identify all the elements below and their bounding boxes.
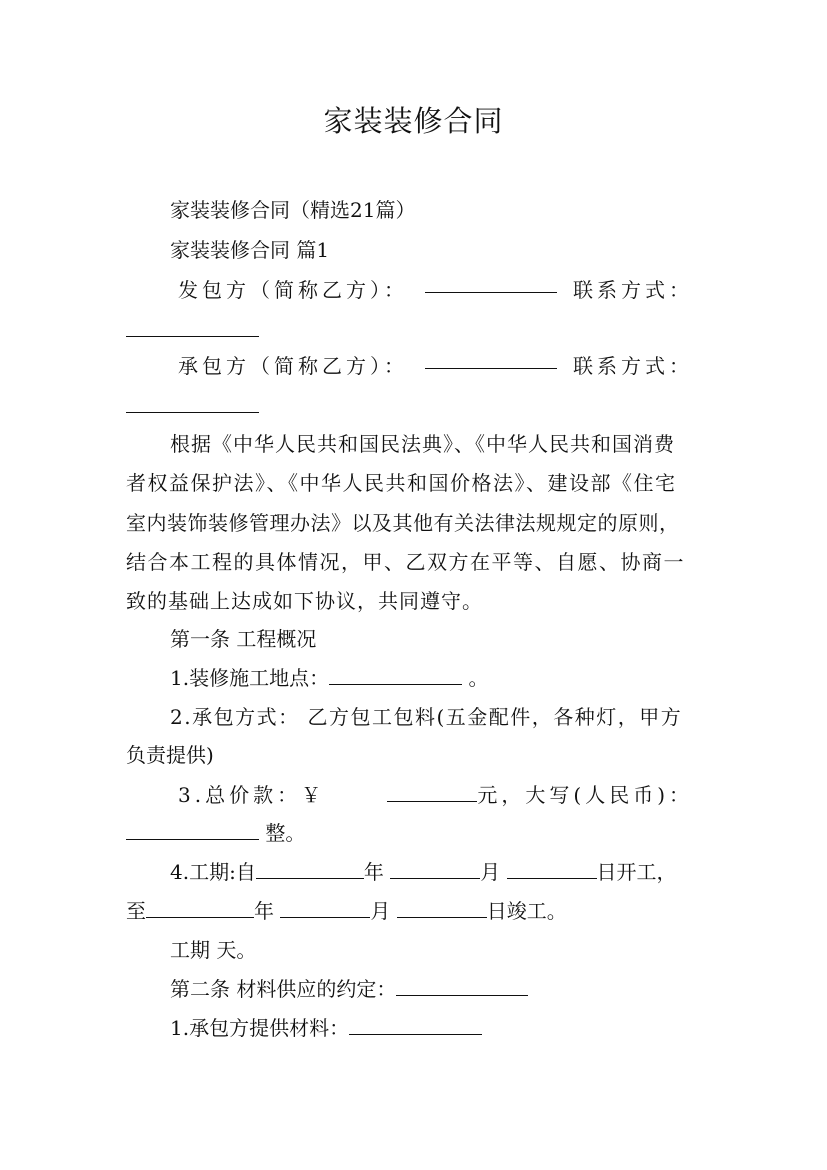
unit-year-2: 年 xyxy=(254,899,274,923)
contact-label-2: 联系方式： xyxy=(573,354,693,378)
clause-2-line xyxy=(170,969,701,1009)
unit-year: 年 xyxy=(363,860,384,884)
item-3-label: 3.总价款：￥ xyxy=(178,783,326,807)
contact-blank-line-2 xyxy=(126,386,701,426)
party-b-line xyxy=(178,346,693,386)
contact-blank-line xyxy=(126,310,701,350)
para1-line-2: 者权益保护法》、《中华人民共和国价格法》、建设部《住宅 xyxy=(126,471,677,495)
item-4-from: 至 xyxy=(126,899,146,923)
unit-month: 月 xyxy=(480,860,501,884)
document-title: 家装装修合同 xyxy=(323,104,504,138)
material-1-label: 1.承包方提供材料： xyxy=(170,1016,350,1040)
amount-words-blank xyxy=(126,817,259,840)
para1-line-3: 室内装饰装修管理办法》以及其他有关法律法规规定的原则， xyxy=(126,511,680,535)
party-a-blank xyxy=(425,270,557,293)
item-3-mid: 元，大写(人民币)： xyxy=(477,783,693,807)
material-1-line xyxy=(170,1008,701,1048)
start-day-blank xyxy=(507,856,597,879)
contact-blank-2 xyxy=(126,390,259,413)
end-year-blank xyxy=(146,895,254,918)
item-4-line-1 xyxy=(170,852,701,892)
item-1-end: 。 xyxy=(468,666,489,690)
item-1-line xyxy=(170,658,701,698)
party-a-label: 发包方（简称乙方）： xyxy=(178,278,408,302)
party-b-label: 承包方（简称乙方）： xyxy=(178,354,408,378)
unit-month-2: 月 xyxy=(370,899,391,923)
item-2-line-2: 负责提供) xyxy=(126,743,214,767)
para1-line-1: 根据《中华人民共和国民法典》、《中华人民共和国消费 xyxy=(170,432,675,456)
para1-line-5: 致的基础上达成如下协议，共同遵守。 xyxy=(126,589,483,613)
contractor-materials-blank xyxy=(349,1012,482,1035)
item-4-line-2 xyxy=(126,891,701,931)
materials-blank xyxy=(396,973,528,996)
item-3-line-2 xyxy=(126,813,701,853)
item-4-label: 4.工期:自 xyxy=(170,860,256,884)
start-year-blank xyxy=(256,856,364,879)
subtitle: 家装装修合同（精选21篇） xyxy=(170,198,416,222)
article-heading: 家装装修合同 篇1 xyxy=(170,238,330,262)
end-day-blank xyxy=(397,895,487,918)
end-month-blank xyxy=(280,895,370,918)
clause-1-heading: 第一条 工程概况 xyxy=(170,627,317,651)
para1-line-4: 结合本工程的具体情况，甲、乙双方在平等、自愿、协商一 xyxy=(126,550,685,574)
item-3-line xyxy=(178,775,693,815)
address-blank xyxy=(329,662,462,685)
item-3-end: 整。 xyxy=(265,821,306,845)
clause-2-heading: 第二条 材料供应的约定： xyxy=(170,977,397,1001)
contact-blank xyxy=(126,314,259,337)
contact-label: 联系方式： xyxy=(573,278,693,302)
item-1-label: 1.装修施工地点： xyxy=(170,666,330,690)
item-4-end-1: 日开工， xyxy=(596,860,677,884)
item-2-line-1: 2.承包方式： 乙方包工包料(五金配件，各种灯，甲方 xyxy=(170,705,683,729)
party-a-line xyxy=(178,270,693,310)
party-b-blank xyxy=(425,346,557,369)
price-blank xyxy=(387,779,477,802)
item-4-end-2: 日竣工。 xyxy=(486,899,567,923)
duration-line: 工期 天。 xyxy=(170,938,257,962)
start-month-blank xyxy=(390,856,480,879)
